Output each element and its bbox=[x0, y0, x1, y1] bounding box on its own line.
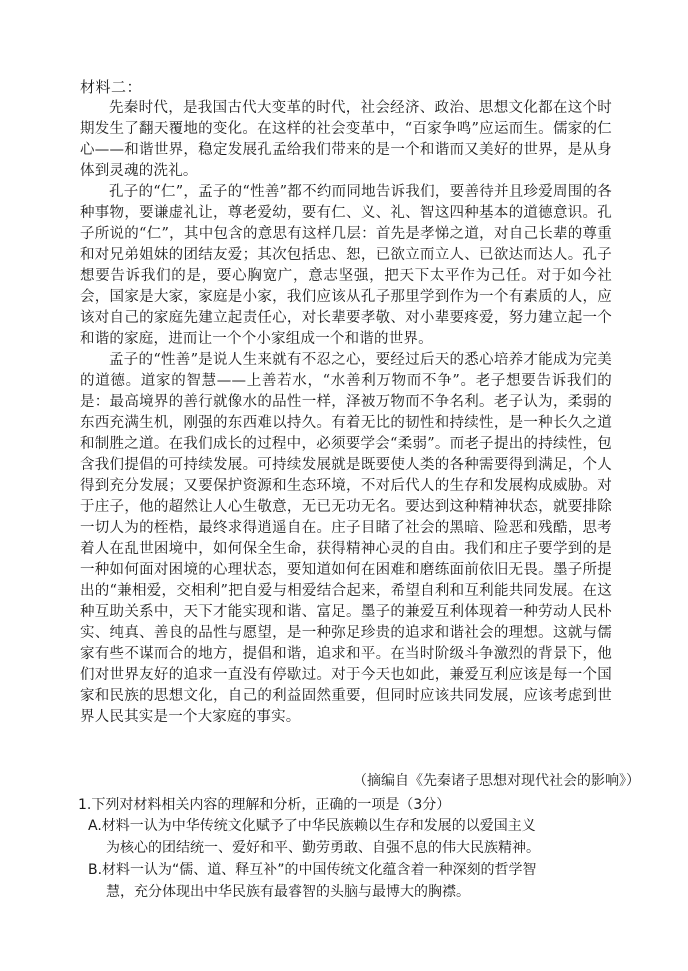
option-b bbox=[88, 859, 633, 903]
option-b-line2: 慧，充分体现出中华民族有最睿智的头脑与最博大的胸襟。 bbox=[106, 884, 470, 900]
option-a bbox=[88, 815, 633, 859]
question-stem: 1.下列对材料相关内容的理解和分析，正确的一项是（3分） bbox=[78, 797, 451, 813]
source-citation: （摘编自《先秦诸子思想对现代社会的影响》） bbox=[353, 773, 640, 789]
material-paragraph: 孔子的“仁”，孟子的“性善”都不约而同地告诉我们，要善待并且珍爱周围的各种事物，要谦虚礼让，尊老爱幼，要有仁、义、礼、智这四种基本的道德意识。孔子所说的“仁”，其中包含的意思有这样几层：首先是孝悌之道，对自己长辈的尊重和对兄弟姐妹的团结友爱；其次包括忠、恕，已欲立而立人、已欲达而达人。孔子想要告诉我们的是，要心胸宽广，意志坚强，把天下太平作为己任。对于如今社会，国家是大家，家庭是小家，我们应该从孔子那里学到作为一个有素质的人，应该对自己的家庭先建立起责任心，对长辈要孝敬、对小辈要疼爱，努力建立起一个和谐的家庭，进而让一个个小家组成一个和谐的世界。 bbox=[80, 184, 612, 347]
material-heading: 材料二： bbox=[80, 78, 143, 96]
material-paragraph: 先秦时代，是我国古代大变革的时代，社会经济、政治、思想文化都在这个时期发生了翻天覆地的变化。在这样的社会变革中，“百家争鸣”应运而生。儒家的仁心——和谐世界，稳定发展孔孟给我们带来的是一个和谐而又美好的世界，是从身体到灵魂的洗礼。 bbox=[80, 100, 612, 179]
option-a-line2: 为核心的团结统一、爱好和平、勤劳勇敢、自强不息的伟大民族精神。 bbox=[106, 840, 540, 856]
option-b-line1: B.材料一认为“儒、道、释互补”的中国传统文化蕴含着一种深刻的哲学智 bbox=[88, 862, 537, 878]
material-body bbox=[80, 98, 612, 728]
option-a-line1: A.材料一认为中华传统文化赋予了中华民族赖以生存和发展的以爱国主义 bbox=[88, 818, 536, 834]
material-paragraph: 孟子的“性善”是说人生来就有不忍之心，要经过后天的悉心培养才能成为完美的道德。道家的智慧——上善若水，“水善利万物而不争”。老子想要告诉我们的是：最高境界的善行就像水的品性一样，泽被万物而不争名利。老子认为，柔弱的东西充满生机，刚强的东西难以持久。有着无比的韧性和持续性，是一种长久之道和制胜之道。在我们成长的过程中，必须要学会“柔弱”。而老子提出的持续性，包含我们提倡的可持续发展。可持续发展就是既要使人类的各种需要得到满足，个人得到充分发展；又要保护资源和生态环境，不对后代人的生存和发展构成威胁。对于庄子，他的超然让人心生敬意，无已无功无名。要达到这种精神状态，就要排除一切人为的桎梏，最终求得逍遥自在。庄子目睹了社会的黑暗、险恶和残酷，思考着人在乱世困境中，如何保全生命，获得精神心灵的自由。我们和庄子要学到的是一种如何面对困境的心理状态，要知道如何在困难和磨练面前依旧无畏。墨子所提出的“兼相爱，交相利”把自爱与相爱结合起来，希望自利和互利能共同发展。在这种互助关系中，天下才能实现和谐、富足。墨子的兼爱互利体现着一种劳动人民朴实、纯真、善良的品性与愿望，是一种弥足珍贵的追求和谐社会的理想。这就与儒家有些不谋而合的地方，提倡和谐，追求和平。在当时阶级斗争激烈的背景下，他们对世界友好的追求一直没有停歇过。对于今天也如此，兼爱互利应该是每一个国家和民族的思想文化，自己的利益固然重要，但同时应该共同发展，应该考虑到世界人民其实是一个大家庭的事实。 bbox=[80, 352, 612, 725]
